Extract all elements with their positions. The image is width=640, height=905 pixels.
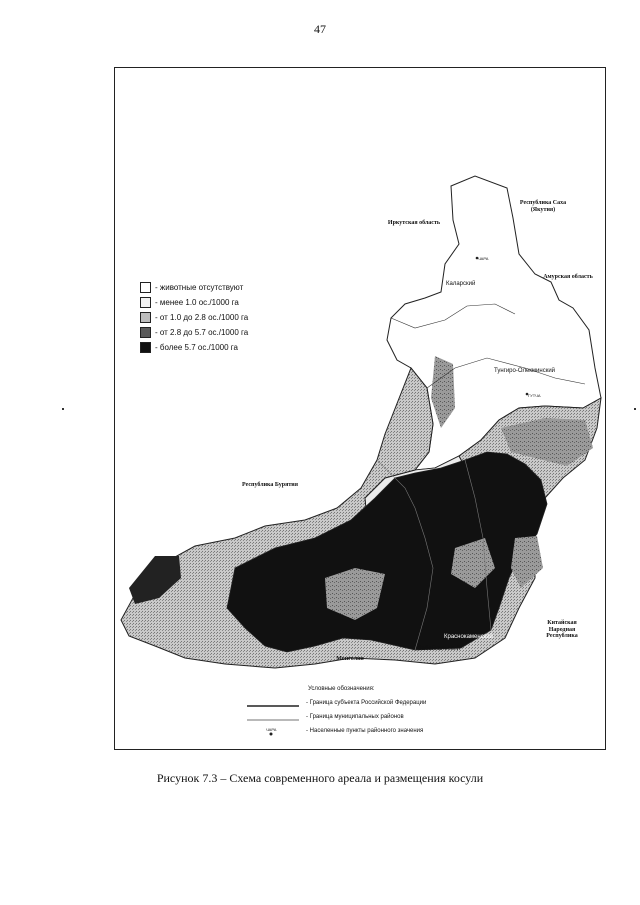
region-label-china: Китайская Народная Республика (546, 620, 578, 640)
density-legend (140, 280, 248, 355)
city-label-chara: ЧАРА (478, 256, 489, 261)
region-label-mongolia: Монголия (336, 656, 364, 662)
legend-label: - от 1.0 до 2.8 ос./1000 га (155, 313, 249, 322)
symbol-legend-title: Условные обозначения: (308, 686, 375, 692)
legend-swatch (140, 342, 151, 353)
legend-label: - менее 1.0 ос./1000 га (155, 298, 239, 307)
legend-item (140, 310, 248, 325)
page-number: 47 (314, 22, 326, 36)
legend-swatch (140, 327, 151, 338)
district-border-symbol (246, 713, 298, 721)
region-label-amur: Амурская область (543, 274, 593, 280)
symbol-legend-label: - Граница субъекта Российской Федерации (306, 700, 427, 706)
legend-item (140, 295, 248, 310)
scan-speck (634, 408, 636, 410)
symbol-legend-label: - Граница муниципальных районов (306, 714, 404, 720)
region-label-irkutsk: Иркутская область (387, 220, 441, 226)
legend-label: - более 5.7 ос./1000 га (155, 343, 238, 352)
legend-label: - животные отсутствуют (155, 283, 244, 292)
legend-swatch (140, 297, 151, 308)
legend-item (140, 340, 248, 355)
symbol-legend-item (246, 710, 426, 724)
symbol-legend-label: - Населенные пункты районного значения (306, 728, 424, 734)
district-label-krasnokamensky: Краснокаменский (444, 634, 494, 640)
settlement-symbol (246, 727, 298, 735)
scan-speck (62, 408, 64, 410)
map-frame (114, 67, 606, 750)
region-label-yakutia: Республика Саха (Якутия) (519, 200, 567, 213)
city-label-gutcha: ГУТЧА (528, 393, 541, 398)
region-label-buryatia: Республика Бурятия (242, 482, 298, 488)
legend-item (140, 325, 248, 340)
district-label-tungiro: Тунгиро-Олекминский (494, 368, 556, 374)
legend-swatch (140, 282, 151, 293)
legend-label: - от 2.8 до 5.7 ос./1000 га (155, 328, 249, 337)
district-label-kalarsky: Каларский (446, 281, 476, 287)
district-label-zabaikalsky: Забайкальский (418, 646, 460, 652)
map-image (115, 68, 607, 751)
symbol-legend (246, 686, 426, 738)
figure-caption: Рисунок 7.3 – Схема современного ареала и размещения косули (156, 771, 484, 785)
symbol-legend-item (246, 696, 426, 710)
settlement-symbol-label: ЧАРА (266, 727, 277, 732)
symbol-legend-item (246, 724, 426, 738)
legend-item (140, 280, 248, 295)
subject-border-symbol (246, 699, 298, 707)
legend-swatch (140, 312, 151, 323)
